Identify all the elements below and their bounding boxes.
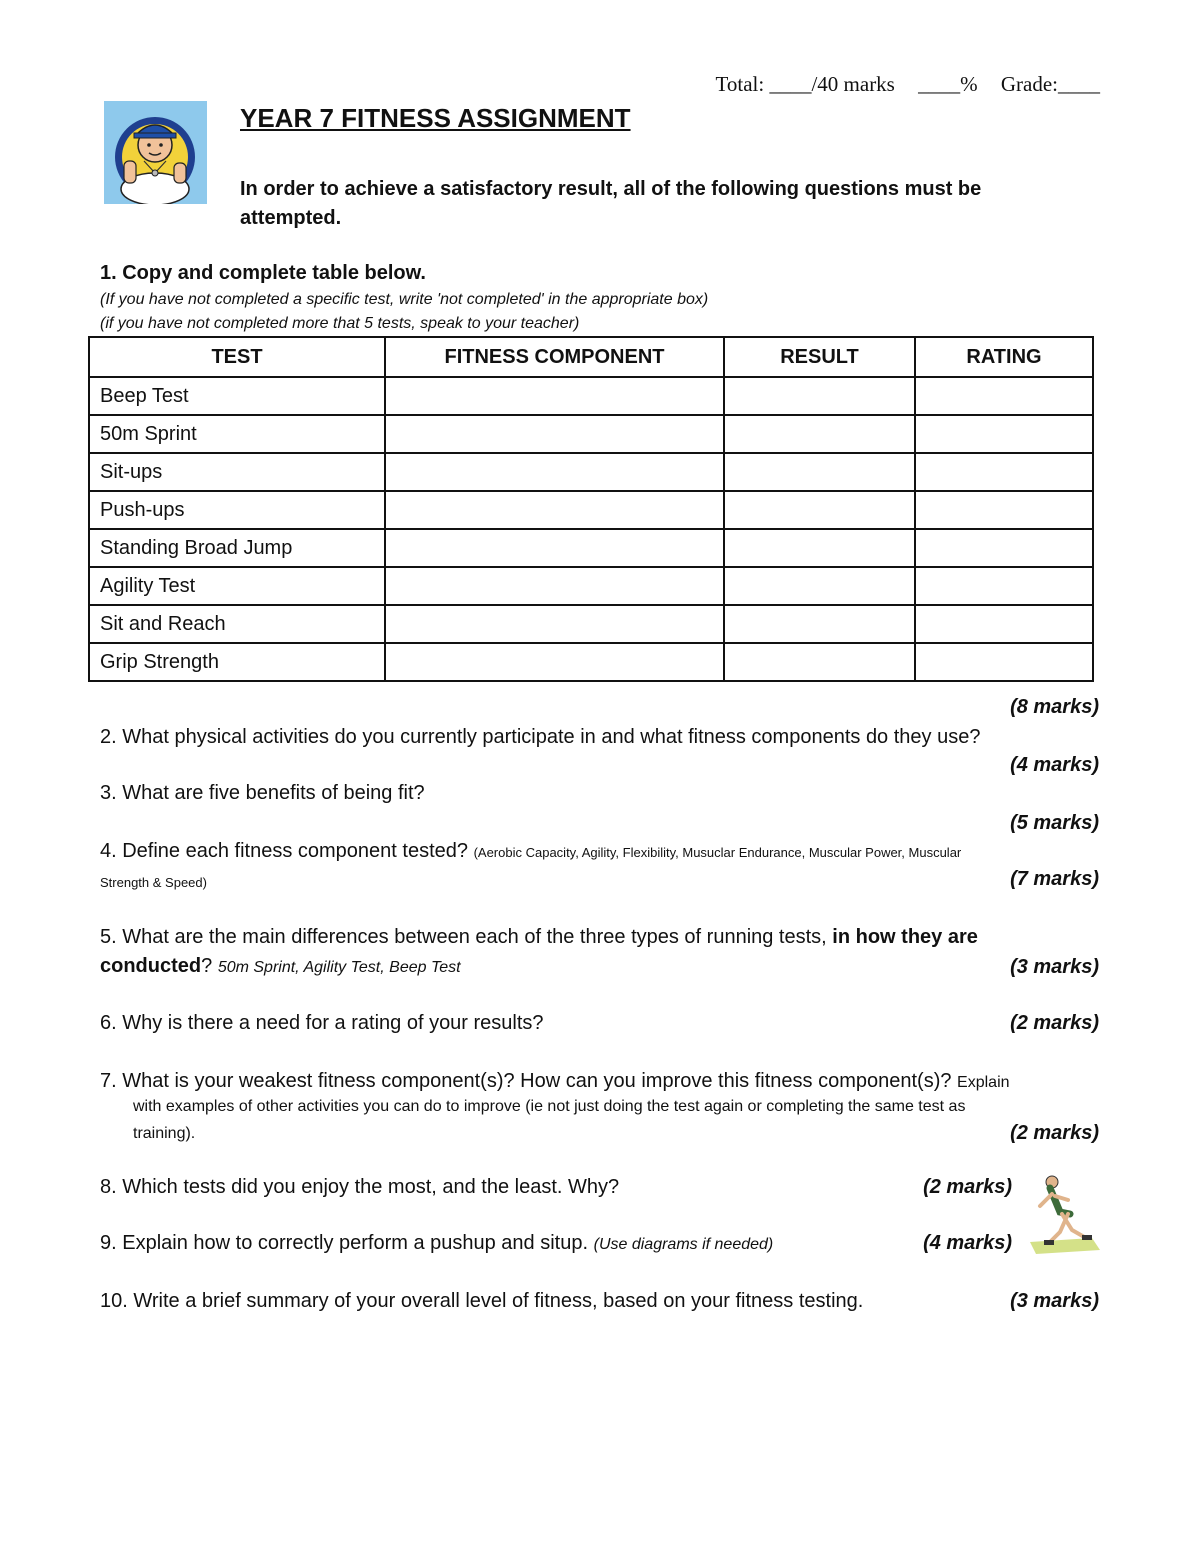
rating-cell[interactable] [915,453,1093,491]
result-cell[interactable] [724,567,915,605]
component-cell[interactable] [385,377,724,415]
question-8: 8. Which tests did you enjoy the most, and the least. Why? [100,1176,620,1198]
rating-cell[interactable] [915,415,1093,453]
table-row [89,377,1093,415]
question-5-emphasis: in how they are [832,926,978,948]
test-name-cell: Standing Broad Jump [89,529,385,567]
component-cell[interactable] [385,491,724,529]
question-3: 3. What are five benefits of being fit? [100,782,425,804]
page-title: YEAR 7 FITNESS ASSIGNMENT [240,103,631,133]
question-4 [100,840,961,863]
question-8-marks: (2 marks) [923,1176,1012,1198]
question-4-marks: (7 marks) [1010,868,1099,890]
total-marks: Total: ____/40 marks [715,72,895,96]
question-1: 1. Copy and complete table below. [100,262,426,284]
question-5-hint: 50m Sprint, Agility Test, Beep Test [217,959,461,976]
question-5-emphasis: conducted [100,955,202,977]
question-5-marks: (3 marks) [1010,956,1099,978]
rating-cell[interactable] [915,605,1093,643]
question-1-note: (If you have not completed a specific test, write 'not completed' in the appropriate box) [100,291,709,308]
test-name-cell: Agility Test [89,567,385,605]
test-name-cell: Sit-ups [89,453,385,491]
question-9-text: 9. Explain how to correctly perform a pushup and situp. [100,1232,589,1254]
result-cell[interactable] [724,529,915,567]
result-cell[interactable] [724,605,915,643]
rating-cell[interactable] [915,643,1093,681]
question-10-marks: (3 marks) [1010,1290,1099,1312]
table-row [89,491,1093,529]
component-cell[interactable] [385,415,724,453]
coach-whistle-image [104,101,207,204]
column-header: FITNESS COMPONENT [385,337,724,377]
question-5 [100,926,978,949]
result-cell[interactable] [724,491,915,529]
question-5-text: 5. What are the main differences between each of the three types of running tests, [100,926,827,948]
question-2-marks: (4 marks) [1010,754,1099,776]
component-cell[interactable] [385,605,724,643]
table-row [89,605,1093,643]
rating-cell[interactable] [915,567,1093,605]
component-cell[interactable] [385,643,724,681]
result-cell[interactable] [724,377,915,415]
question-6-marks: (2 marks) [1010,1012,1099,1034]
question-5-qmark: ? [201,955,213,977]
question-7-text: 7. What is your weakest fitness component(s)? How can you improve this fitness component(s)? [100,1070,952,1092]
test-name-cell: 50m Sprint [89,415,385,453]
component-cell[interactable] [385,567,724,605]
question-5-cont [100,955,461,978]
question-7-explain-cont: training). [133,1125,196,1142]
grade-blank: Grade:____ [1000,72,1100,96]
result-cell[interactable] [724,453,915,491]
test-name-cell: Grip Strength [89,643,385,681]
rating-cell[interactable] [915,491,1093,529]
question-6: 6. Why is there a need for a rating of your results? [100,1012,544,1034]
question-4-hint: (Aerobic Capacity, Agility, Flexibility, Musuclar Endurance, Muscular Power, Muscular [473,845,962,860]
table-row [89,453,1093,491]
table-row [89,643,1093,681]
runner-image [1022,1172,1102,1256]
table-header-row [89,337,1093,377]
question-7 [100,1070,1010,1093]
fitness-table [88,336,1094,682]
question-7-explain-cont: with examples of other activities you can do to improve (ie not just doing the test again or completing the same test as [133,1098,966,1115]
column-header: TEST [89,337,385,377]
question-7-marks: (2 marks) [1010,1122,1099,1144]
rating-cell[interactable] [915,529,1093,567]
question-3-marks: (5 marks) [1010,812,1099,834]
question-7-explain: Explain [957,1074,1010,1091]
component-cell[interactable] [385,453,724,491]
question-4-hint-cont: Strength & Speed) [100,875,207,890]
question-2: 2. What physical activities do you currently participate in and what fitness components do they use? [100,726,981,748]
question-1-marks: (8 marks) [1010,696,1099,718]
component-cell[interactable] [385,529,724,567]
result-cell[interactable] [724,643,915,681]
column-header: RESULT [724,337,915,377]
test-name-cell: Push-ups [89,491,385,529]
question-10: 10. Write a brief summary of your overall level of fitness, based on your fitness testing. [100,1290,864,1312]
question-1-note: (if you have not completed more that 5 tests, speak to your teacher) [100,315,580,332]
question-9 [100,1232,773,1255]
rating-cell[interactable] [915,377,1093,415]
intro-text: In order to achieve a satisfactory result, all of the following questions must be attempted. [240,178,982,229]
test-name-cell: Sit and Reach [89,605,385,643]
table-row [89,567,1093,605]
table-row [89,529,1093,567]
percent-blank: ____% [918,72,978,96]
question-4-text: 4. Define each fitness component tested? [100,840,469,862]
test-name-cell: Beep Test [89,377,385,415]
question-9-hint: (Use diagrams if needed) [593,1236,774,1253]
question-9-marks: (4 marks) [923,1232,1012,1254]
table-row [89,415,1093,453]
column-header: RATING [915,337,1093,377]
result-cell[interactable] [724,415,915,453]
score-header [716,72,1100,97]
